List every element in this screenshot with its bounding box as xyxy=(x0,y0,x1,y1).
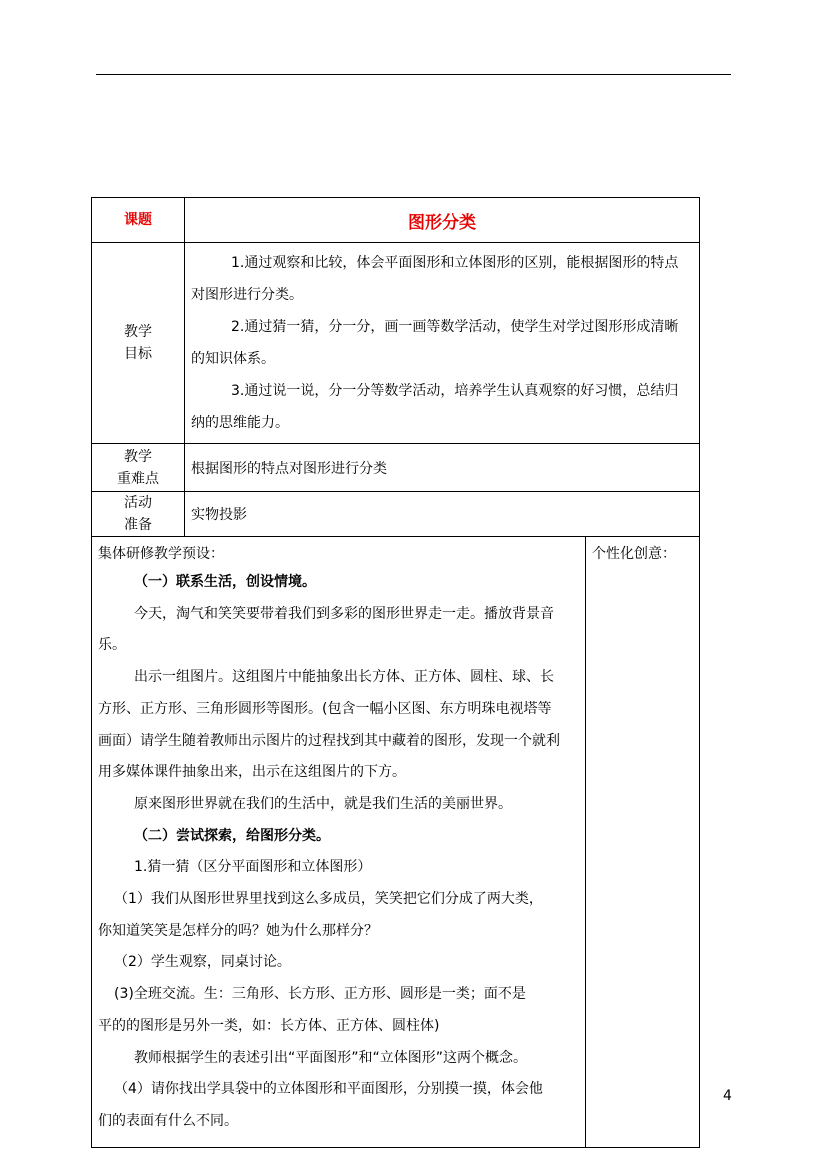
para-1-line-2: 乐。 xyxy=(98,637,126,654)
goals-row xyxy=(92,243,700,444)
prep-row xyxy=(92,492,700,537)
item-1: 1.猜一猜（区分平面图形和立体图形） xyxy=(134,859,372,876)
sub-4-line-2: 们的表面有什么不同。 xyxy=(98,1112,238,1129)
para-2-line-2: 方形、正方形、三角形圆形等图形。(包含一幅小区图、东方明珠电视塔等 xyxy=(98,700,552,717)
goal-3-line-1: 3.通过说一说，分一分等数学活动，培养学生认真观察的好习惯，总结归 xyxy=(231,383,679,399)
para-2-line-1: 出示一组图片。这组图片中能抽象出长方体、正方体、圆柱、球、长 xyxy=(134,669,554,686)
personal-header: 个性化创意： xyxy=(592,546,676,562)
para-1-line-1: 今天，淘气和笑笑要带着我们到多彩的图形世界走一走。播放背景音 xyxy=(134,605,554,622)
goal-1-line-2: 对图形进行分类。 xyxy=(191,287,303,303)
prep-label: 活动 准备 xyxy=(92,492,185,537)
prep-text: 实物投影 xyxy=(185,492,700,537)
collective-content xyxy=(92,537,586,1148)
section-2-title: （二）尝试探索，给图形分类。 xyxy=(134,827,330,844)
collective-header: 集体研修教学预设： xyxy=(98,546,224,562)
goal-2-line-1: 2.通过猜一猜，分一分，画一画等数学活动，使学生对学过图形形成清晰 xyxy=(231,319,679,335)
sub-1-line-1: （1）我们从图形世界里找到这么多成员，笑笑把它们分成了两大类， xyxy=(114,891,543,908)
header-rule xyxy=(96,74,731,75)
topic-row xyxy=(92,198,700,243)
difficulty-label: 教学 重难点 xyxy=(92,444,185,492)
page-number: 4 xyxy=(723,1088,732,1104)
difficulty-row xyxy=(92,444,700,492)
goals-label: 教学 目标 xyxy=(92,243,185,444)
sub-1-line-2: 你知道笑笑是怎样分的吗？她为什么那样分？ xyxy=(98,922,378,939)
sub-2: （2）学生观察，同桌讨论。 xyxy=(114,954,291,971)
sub-4-line-1: （4）请你找出学具袋中的立体图形和平面图形，分别摸一摸，体会他 xyxy=(114,1081,543,1098)
content-row xyxy=(92,537,700,1148)
goal-2-line-2: 的知识体系。 xyxy=(191,351,275,367)
goal-3-line-2: 纳的思维能力。 xyxy=(191,415,289,431)
section-1-title: （一）联系生活，创设情境。 xyxy=(134,574,316,590)
para-2-line-3: 画面）请学生随着教师出示图片的过程找到其中藏着的图形，发现一个就利 xyxy=(98,732,560,749)
topic-label: 课题 xyxy=(92,198,185,243)
difficulty-text: 根据图形的特点对图形进行分类 xyxy=(185,444,700,492)
sub-3-line-1: (3)全班交流。生：三角形、长方形、正方形、圆形是一类；面不是 xyxy=(114,986,526,1003)
personal-column xyxy=(586,537,700,1148)
topic-title: 图形分类 xyxy=(185,198,700,243)
para-3: 原来图形世界就在我们的生活中，就是我们生活的美丽世界。 xyxy=(134,795,512,812)
goal-1-line-1: 1.通过观察和比较，体会平面图形和立体图形的区别，能根据图形的特点 xyxy=(231,255,679,271)
lesson-plan-table xyxy=(91,197,700,1148)
sub-3-line-2: 平的的图形是另外一类，如：长方体、正方体、圆柱体) xyxy=(98,1017,440,1034)
goals-content xyxy=(185,243,700,444)
para-4: 教师根据学生的表述引出“平面图形”和“立体图形”这两个概念。 xyxy=(134,1049,528,1066)
para-2-line-4: 用多媒体课件抽象出来，出示在这组图片的下方。 xyxy=(98,764,406,781)
